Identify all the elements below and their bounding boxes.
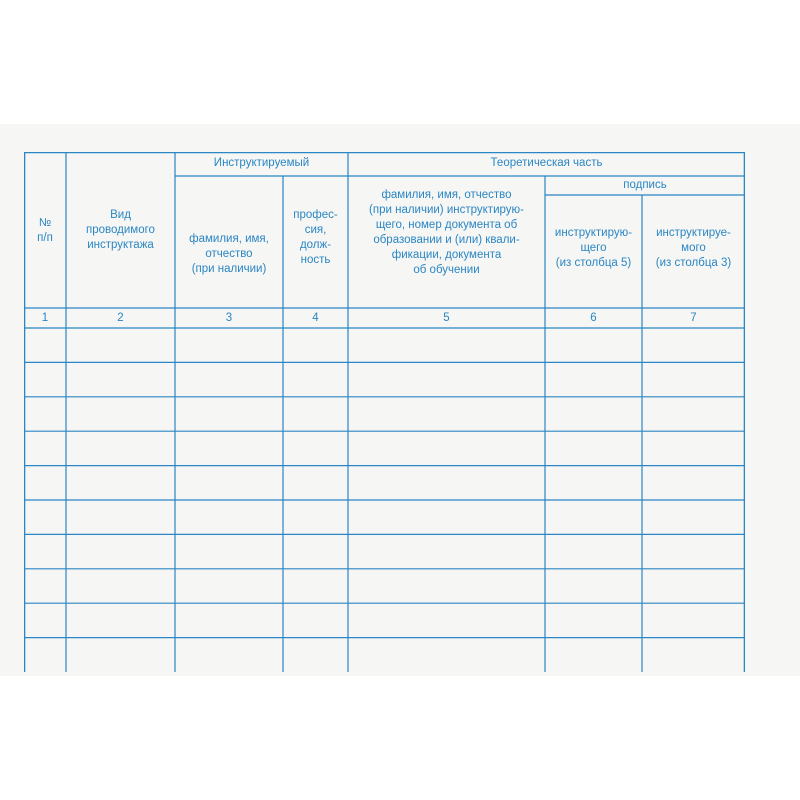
column-number-2: 2: [117, 312, 124, 324]
column-number-3: 3: [225, 312, 233, 324]
header-col-instructor-details: фамилия, имя, отчество (при наличии) инструктирую- щего, номер документа об образовании и (или) квали- фикации, документа об обучении: [369, 189, 524, 276]
header-group-signature: подпись: [623, 179, 667, 191]
column-number-4: 4: [312, 312, 319, 324]
header-col-profession: профес- сия, долж- ность: [293, 209, 338, 266]
header-col-instructor-signature: инструктирую- щего (из столбца 5): [554, 227, 633, 269]
column-number-1: 1: [41, 312, 49, 324]
column-number-6: 6: [590, 312, 597, 324]
header-col-briefing-type: Вид проводимого инструктажа: [86, 209, 155, 251]
header-col-instructed-name: фамилия, имя, отчество (при наличии): [189, 233, 269, 275]
column-number-7: 7: [690, 312, 697, 324]
header-group-instructed: Инструктируемый: [213, 157, 310, 169]
header-col-instructed-signature: инструктируе- мого (из столбца 3): [655, 227, 732, 269]
briefing-journal-table: [24, 152, 745, 672]
header-col-number: № п/п: [37, 217, 53, 244]
header-group-theory: Теоретическая часть: [490, 157, 603, 169]
column-number-5: 5: [443, 312, 450, 324]
